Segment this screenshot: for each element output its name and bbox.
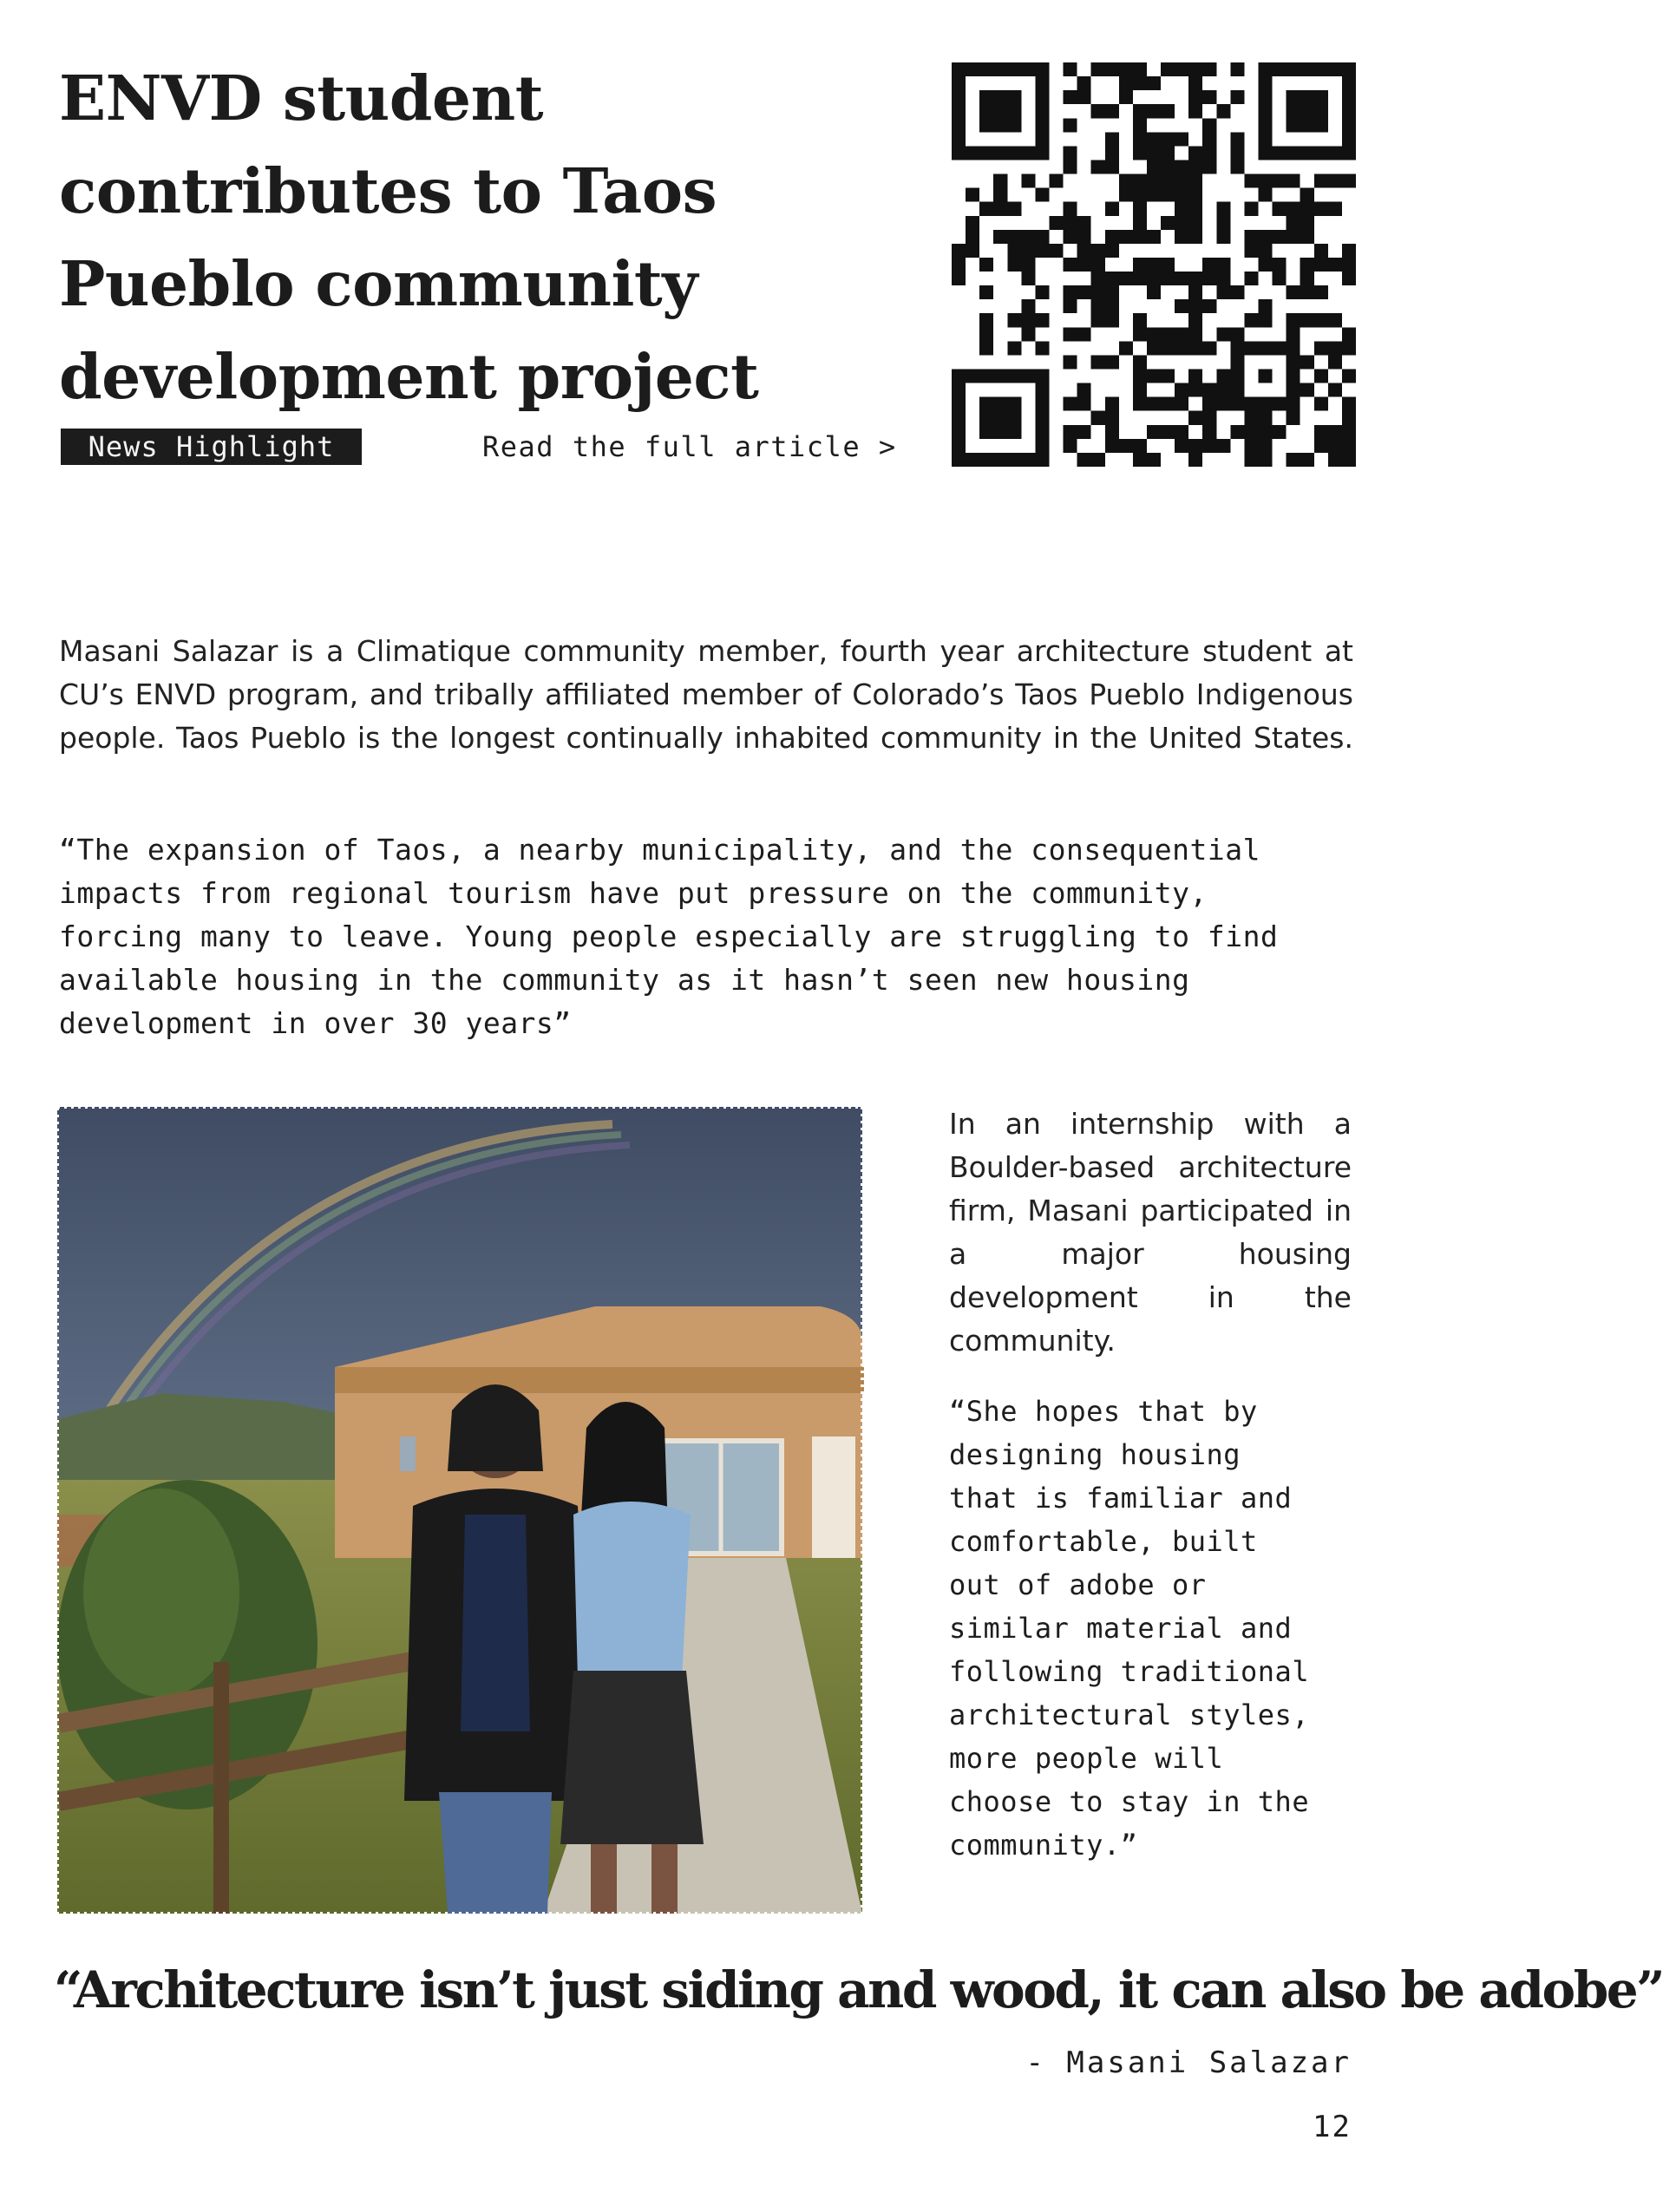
pull-quote: “Architecture isn’t just siding and wood, it can also be adobe” [54,1960,1663,2019]
side-quote: “She hopes that by designing housing that is familiar and comfortable, built out of adobe or similar material and following traditional architectural styles, more people will choose to stay in the community.” [949,1395,1310,1862]
quote-paragraph: “The expansion of Taos, a nearby municipality, and the consequential impacts from regional tourism have put pressure on the community, forcing many to leave. Young people especially are struggling to find available housing in the community as it hasn’t seen new housing development in over 30 years” [59,833,1279,1040]
photo-two-women-rainbow-adobe-building [57,1107,862,1914]
qr-code-icon[interactable] [952,62,1356,467]
intro-paragraph: Masani Salazar is a Climatique community member, fourth year architecture student at CU’s ENVD program, and tribally affiliated member of Colorado’s Taos Pueblo Indigenous people. Taos Pueblo is the longest continually inhabited community in the United States. [59,634,1353,755]
article-title: ENVD student contributes to Taos Pueblo community development project [59,62,759,413]
news-highlight-badge: News Highlight [61,429,362,465]
quote-attribution: - Masani Salazar [1025,2045,1352,2080]
internship-paragraph: In an internship with a Boulder-based architecture firm, Masani participated in a major housing development in the community. [949,1107,1352,1358]
read-article-link[interactable]: Read the full article > [482,430,897,463]
page-number: 12 [1313,2110,1352,2144]
